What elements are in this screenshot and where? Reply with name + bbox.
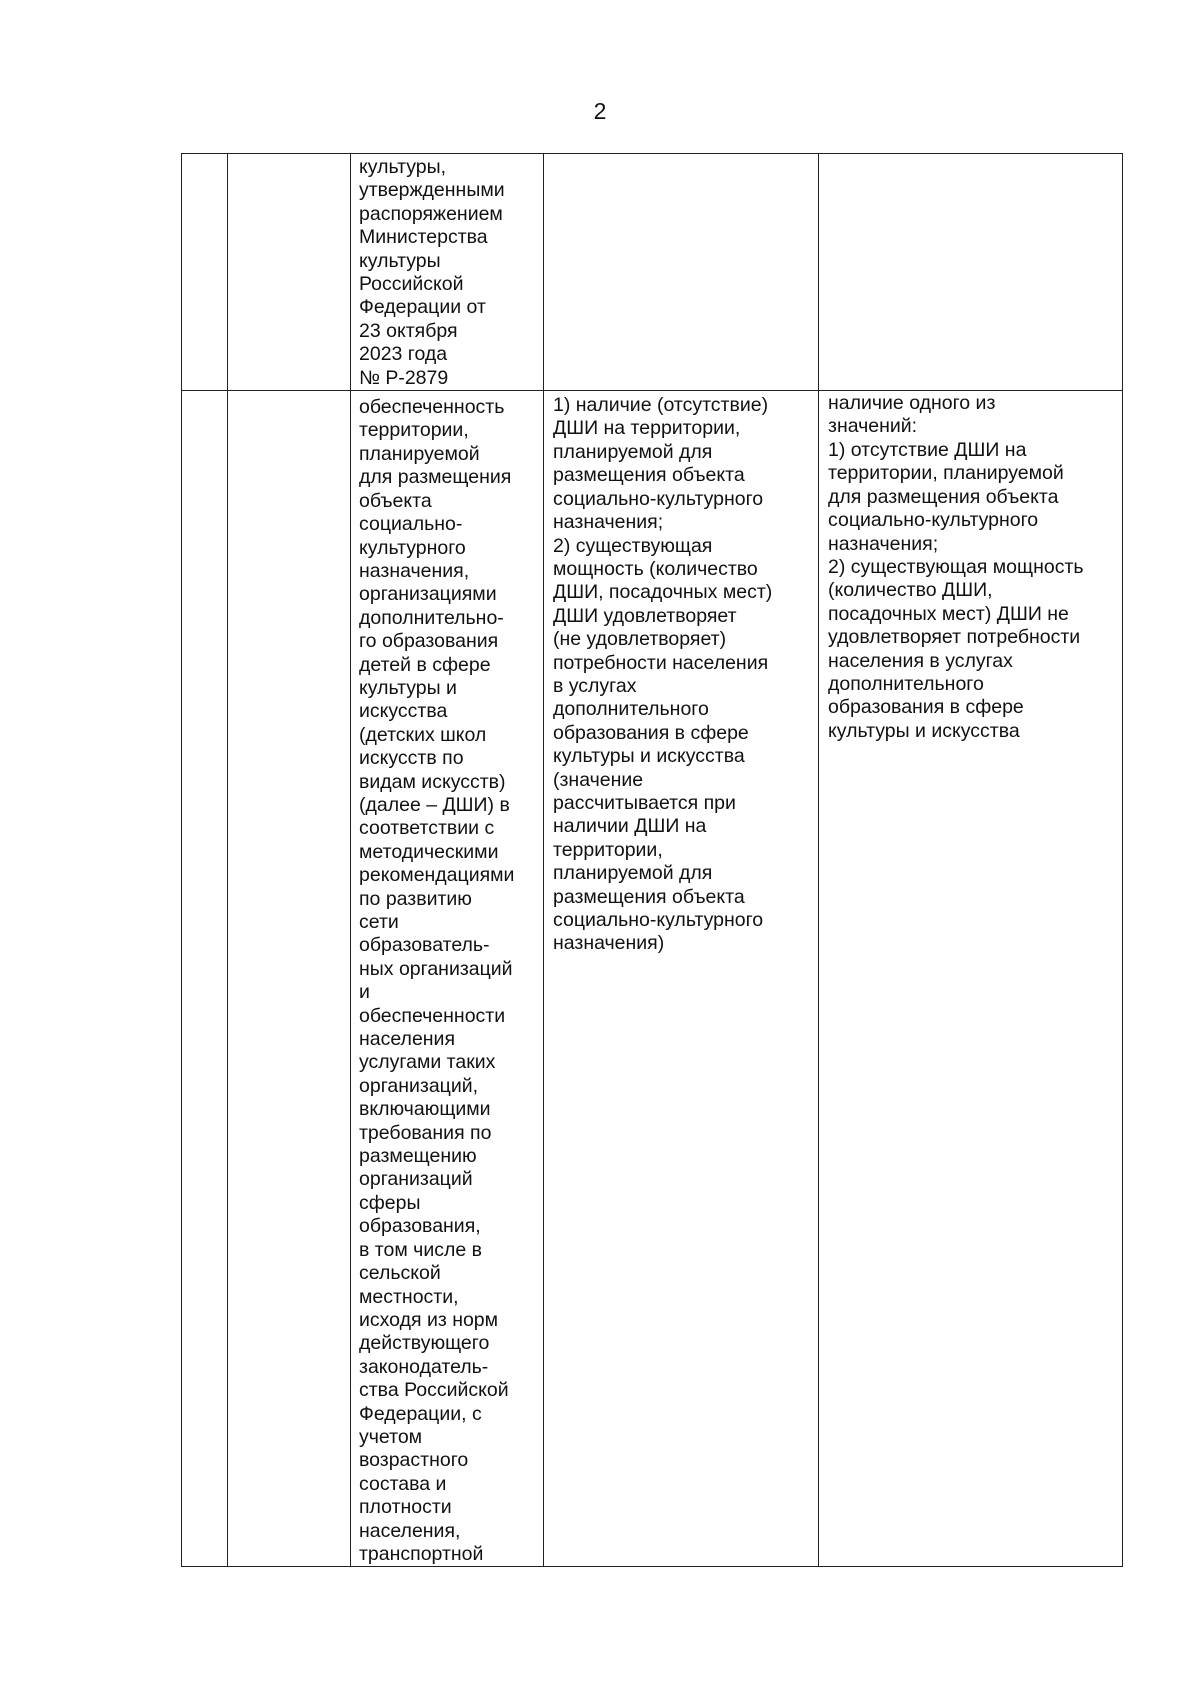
table-cell-indicator bbox=[544, 391, 819, 1567]
table-row bbox=[182, 391, 1123, 1567]
cell-text bbox=[819, 154, 1122, 155]
cell-text: культуры, утвержденными распоряжением Министерства культуры Российской Федерации от 23 октября 2023 года № Р-2879 bbox=[359, 156, 505, 389]
table-row bbox=[182, 154, 1123, 391]
cell-text: наличие одного из значений: 1) отсутствие ДШИ на территории, планируемой для размещения объекта социально-культурного назначения; 2) существующая мощность (количество ДШИ, посадочных мест) ДШИ не удовлетворяет потребности населения в услугах дополнительного образования в сфере культуры и искусства bbox=[828, 392, 1084, 742]
cell-text: 1) наличие (отсутствие) ДШИ на территории, планируемой для размещения объекта социально-культурного назначения; 2) существующая мощность (количество ДШИ, посадочных мест) ДШИ удовлетворяет (не удовлетворяет) потребности населения в услугах дополнительного образования в сфере культуры и искусства (значение рассчитывается при наличии ДШИ на территории, планируемой для размещения объекта социально-культурного назначения) bbox=[553, 394, 773, 955]
cell-text bbox=[544, 154, 818, 157]
table-cell-value bbox=[819, 154, 1123, 391]
table-cell-number bbox=[182, 154, 228, 391]
table-cell-number bbox=[182, 391, 228, 1567]
table-cell-indicator bbox=[544, 154, 819, 391]
table-cell-name bbox=[228, 391, 351, 1567]
table-cell-criterion bbox=[351, 391, 544, 1567]
table-cell-criterion bbox=[351, 154, 544, 391]
criteria-table bbox=[181, 153, 1123, 1567]
table-cell-name bbox=[228, 154, 351, 391]
page-number: 2 bbox=[593, 98, 607, 124]
table-cell-value bbox=[819, 391, 1123, 1567]
cell-text: обеспеченность территории, планируемой для размещения объекта социально- культурного назначения, организациями дополнительно- го образования детей в сфере культуры и искусства (детских школ искусств по видам искусств) (далее – ДШИ) в соответствии с методическими рекомендациями по развитию сети образователь- ных организаций и обеспеченности населения услугами таких организаций, включающими требования по размещению организаций сферы образования, в том числе в сельской местности, исходя из норм действующего законодатель- ства Российской Федерации, с учетом возрастного состава и плотности населения, транспортной bbox=[359, 396, 515, 1565]
